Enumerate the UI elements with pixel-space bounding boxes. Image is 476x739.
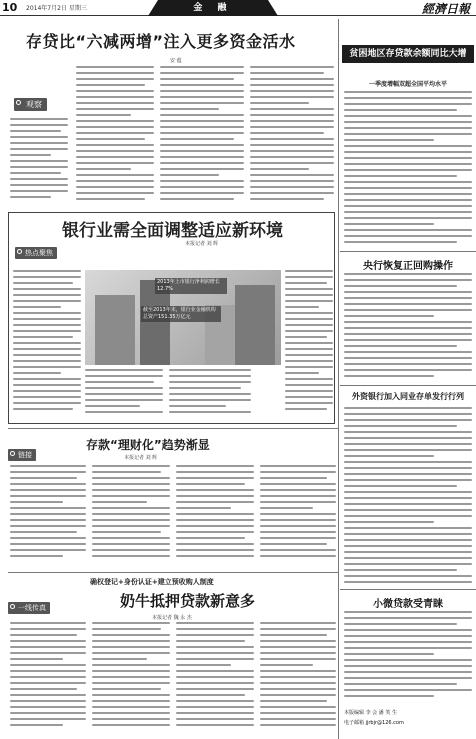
- lead-text-col3: [160, 66, 244, 206]
- page-editor: 本版编辑 李 会 潘 笑 生: [344, 710, 397, 716]
- lead-label-text: 观察: [26, 100, 42, 109]
- right-headline-3: 外资银行加入同业存单发行行列: [352, 392, 464, 401]
- bottom-section-label: [8, 602, 50, 614]
- issue-date: [26, 3, 87, 12]
- bottom-text-col3: [176, 622, 254, 736]
- sub-text-col4: [260, 465, 336, 567]
- date-text: 2014年7月2日: [26, 5, 67, 12]
- bottom-text-col2: [92, 622, 170, 736]
- page-email: 电子邮箱 jjrbjr@126.com: [344, 720, 404, 726]
- lead-section-label: [14, 98, 47, 111]
- sub-text-col1: [10, 465, 86, 567]
- featured-section-label: [15, 247, 57, 259]
- masthead-logo: 經濟日報: [421, 2, 470, 16]
- right-headline-2: 央行恢复正回购操作: [363, 261, 453, 272]
- right-text-1: [344, 91, 472, 247]
- bottom-byline: 本报记者 魏 永 杰: [152, 615, 192, 621]
- featured-label-text: 热点聚焦: [25, 249, 53, 257]
- right-headline-4: 小微贷款受青睐: [373, 599, 443, 610]
- right-subhead-1: 一季度增幅双超全国平均水平: [368, 81, 447, 88]
- sub-headline: 存款“理财化”趋势渐显: [86, 438, 210, 452]
- bottom-text-col1: [10, 622, 86, 736]
- featured-headline: 银行业需全面调整适应新环境: [62, 221, 283, 241]
- right-column: [340, 19, 476, 739]
- right-text-2: [344, 273, 472, 383]
- sub-text-col3: [176, 465, 254, 567]
- page-header: [0, 0, 476, 16]
- column-divider: [338, 19, 339, 739]
- featured-text-col2: [85, 369, 163, 419]
- right-headline-1: 贫困地区存贷款余额同比大增: [342, 45, 474, 63]
- signal-icon: [10, 604, 15, 609]
- divider-1: [8, 428, 338, 429]
- sub-section-label: [8, 449, 36, 461]
- bottom-label-text: 一线传真: [18, 604, 46, 612]
- weekday-text: 星期三: [68, 5, 87, 12]
- lead-text-col1: [10, 118, 68, 206]
- lead-headline: 存贷比“六减两增”注入更多资金活水: [26, 32, 296, 51]
- right-divider-2: [340, 385, 476, 386]
- right-text-4: [344, 611, 472, 701]
- link-icon: [10, 451, 15, 456]
- divider-2: [8, 572, 338, 573]
- featured-byline: 本报记者 刘 辉: [185, 241, 219, 247]
- sub-text-col2: [92, 465, 170, 567]
- lead-author: 安 蕴: [170, 58, 182, 64]
- sub-byline: 本报记者 刘 辉: [124, 455, 158, 461]
- right-divider-1: [340, 251, 476, 252]
- sub-label-text: 链接: [18, 451, 32, 459]
- featured-photo: [85, 270, 281, 365]
- right-text-3: [344, 407, 472, 587]
- bottom-kicker: 确权登记+身份认证+建立预收购人制度: [90, 578, 214, 586]
- flame-icon: [17, 249, 22, 254]
- lead-text-col2: [76, 66, 154, 206]
- bottom-text-col4: [260, 622, 336, 736]
- featured-text-col1: [13, 270, 81, 420]
- featured-article-box: [8, 212, 335, 424]
- section-banner: 金 融: [158, 0, 268, 16]
- page-number: 10: [2, 1, 18, 14]
- eye-icon: [16, 100, 21, 105]
- lead-text-col4: [250, 66, 334, 206]
- bottom-headline: 奶牛抵押贷款新意多: [120, 592, 256, 610]
- photo-stat-2: 截至2013年末，银行业金融机构总资产151.35万亿元: [141, 306, 221, 322]
- right-divider-3: [340, 589, 476, 590]
- featured-text-col4: [285, 270, 333, 420]
- photo-stat-1: 2013年上市银行净利润增长12.7%: [155, 278, 227, 294]
- featured-text-col3: [169, 369, 251, 419]
